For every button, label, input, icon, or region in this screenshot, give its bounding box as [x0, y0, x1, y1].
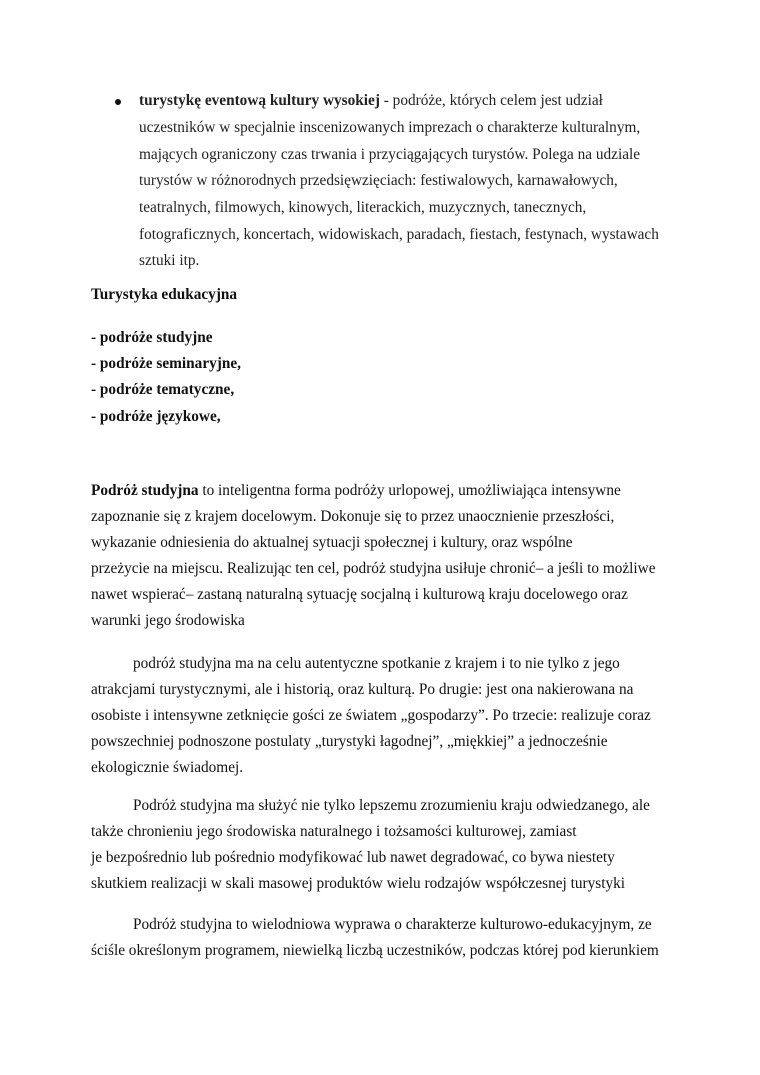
para4-line-1: Podróż studyjna to wielodniowa wyprawa o charakterze kulturowo-edukacyjnym, ze	[133, 916, 652, 933]
para3-line-4: skutkiem realizacji w skali masowej produktów wielu rodzajów współczesnej turystyki	[91, 875, 625, 892]
para2-line-4: powszechniej podnoszone postulaty „turystyki łagodnej”, „miękkiej” a jednocześnie	[91, 733, 608, 750]
para1-lead-bold: Podróż studyjna	[91, 482, 199, 499]
para2-line-3: osobiste i intensywne zetknięcie gości ze światem „gospodarzy”. Po trzecie: realizuje coraz	[91, 707, 651, 724]
para1-line-1	[91, 481, 621, 501]
para4-line-2: ściśle określonym programem, niewielką liczbą uczestników, podczas której pod kierunkiem	[91, 942, 659, 959]
bullet-line-3: mających ograniczony czas trwania i przyciągających turystów. Polega na udziale	[139, 146, 641, 163]
list-item: - podróże seminaryjne,	[91, 355, 241, 372]
bullet-lead-bold: turystykę eventową kultury wysokiej	[139, 92, 380, 109]
para2-line-1: podróż studyjna ma na celu autentyczne spotkanie z krajem i to nie tylko z jego	[133, 655, 620, 672]
bullet-line-7: sztuki itp.	[139, 252, 200, 269]
para1-line-6: warunki jego środowiska	[91, 612, 245, 629]
para3-line-3: je bezpośrednio lub pośrednio modyfikować lub nawet degradować, co bywa niestety	[91, 849, 615, 866]
bullet-line-2: uczestników w specjalnie inscenizowanych imprezach o charakterze kulturalnym,	[139, 119, 641, 136]
bullet-line-text: - podróże, których celem jest udział	[379, 92, 603, 109]
para1-line-text: to inteligentna forma podróży urlopowej, umożliwiająca intensywne	[198, 482, 621, 499]
bullet-line-5: teatralnych, filmowych, kinowych, literackich, muzycznych, tanecznych,	[139, 199, 587, 216]
section-heading: Turystyka edukacyjna	[91, 286, 238, 303]
list-item: - podróże tematyczne,	[91, 381, 235, 398]
list-item: - podróże studyjne	[91, 329, 213, 346]
bullet-line-1	[139, 91, 603, 111]
para3-line-1: Podróż studyjna ma służyć nie tylko lepszemu zrozumieniu kraju odwiedzanego, ale	[133, 797, 650, 814]
para1-line-4: przeżycie na miejscu. Realizując ten cel, podróż studyjna usiłuje chronić– a jeśli to możliwe	[91, 560, 656, 577]
para3-line-2: także chronieniu jego środowiska naturalnego i tożsamości kulturowej, zamiast	[91, 823, 577, 840]
para1-line-5: nawet wspierać– zastaną naturalną sytuację socjalną i kulturową kraju docelowego oraz	[91, 586, 628, 603]
bullet-line-4: turystów w różnorodnych przedsięwzięciach: festiwalowych, karnawałowych,	[139, 172, 618, 189]
para1-line-2: zapoznanie się z krajem docelowym. Dokonuje się to przez unaocznienie przeszłości,	[91, 508, 615, 525]
bullet-line-6: fotograficznych, koncertach, widowiskach, paradach, fiestach, festynach, wystawach	[139, 226, 659, 243]
para2-line-5: ekologicznie świadomej.	[91, 759, 244, 776]
para2-line-2: atrakcjami turystycznymi, ale i historią, oraz kulturą. Po drugie: jest ona nakierowana na	[91, 681, 634, 698]
para1-line-3: wykazanie odniesienia do aktualnej sytuacji społecznej i kultury, oraz wspólne	[91, 534, 573, 551]
list-item: - podróże językowe,	[91, 408, 221, 425]
bullet-dot	[115, 99, 121, 105]
